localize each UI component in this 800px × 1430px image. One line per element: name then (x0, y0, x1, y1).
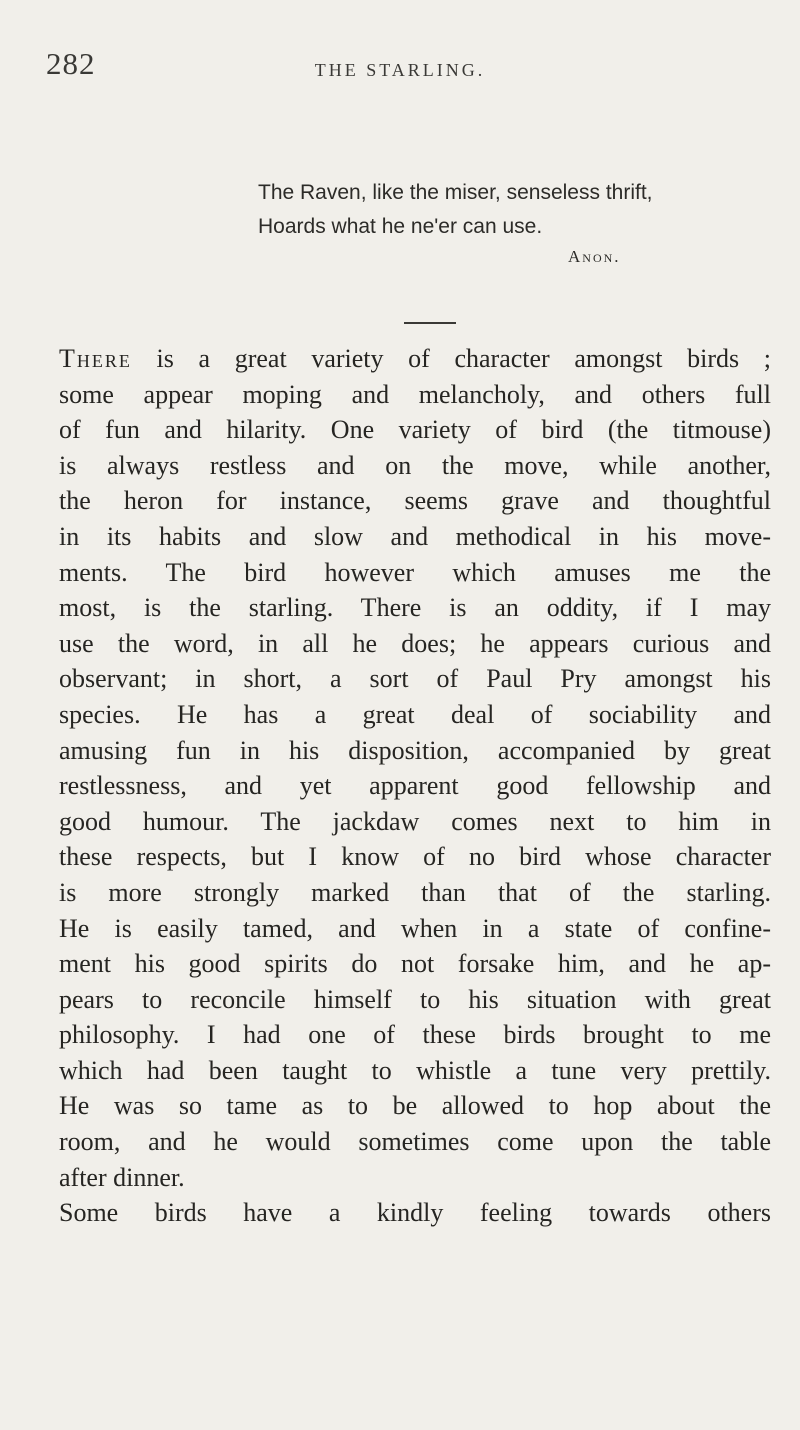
body-line: in its habits and slow and methodical in his move- (59, 521, 771, 551)
body-line: He is easily tamed, and when in a state of confine- (59, 913, 771, 943)
epigraph-attribution: Anon. (568, 247, 621, 266)
body-line: most, is the starling. There is an oddity, if I may (59, 593, 771, 623)
body-line: which had been taught to whistle a tune very prettily. (59, 1055, 771, 1085)
lead-word: There (59, 344, 132, 373)
section-divider-rule (404, 322, 456, 324)
body-line: after dinner. (59, 1162, 185, 1192)
first-line-rest: is a great variety of character amongst birds ; (131, 344, 771, 373)
body-line: He was so tame as to be allowed to hop about the (59, 1091, 771, 1121)
body-line: observant; in short, a sort of Paul Pry amongst his (59, 664, 771, 694)
epigraph (258, 176, 653, 244)
body-line: restlessness, and yet apparent good fellowship and (59, 771, 771, 801)
body-text (59, 341, 771, 1231)
body-line: ment his good spirits do not forsake him, and he ap- (59, 949, 771, 979)
body-line: is always restless and on the move, while another, (59, 450, 771, 480)
body-line: use the word, in all he does; he appears curious and (59, 628, 771, 658)
running-head: THE STARLING. (314, 60, 486, 80)
body-line: room, and he would sometimes come upon the table (59, 1127, 771, 1157)
body-line: the heron for instance, seems grave and thoughtful (59, 486, 771, 516)
body-line: pears to reconcile himself to his situation with great (59, 984, 771, 1014)
body-line: Some birds have a kindly feeling towards others (59, 1198, 771, 1228)
body-line: amusing fun in his disposition, accompanied by great (59, 735, 771, 765)
body-line: of fun and hilarity. One variety of bird (the titmouse) (59, 415, 771, 445)
body-line: philosophy. I had one of these birds brought to me (59, 1020, 771, 1050)
page-number: 282 (46, 46, 96, 81)
body-line: some appear moping and melancholy, and others full (59, 379, 771, 409)
body-line-first (59, 341, 771, 377)
epigraph-line: The Raven, like the miser, senseless thrift, (258, 181, 653, 204)
body-line: is more strongly marked than that of the starling. (59, 877, 771, 907)
body-line: good humour. The jackdaw comes next to him in (59, 806, 771, 836)
epigraph-line: Hoards what he ne'er can use. (258, 215, 543, 238)
body-line: ments. The bird however which amuses me the (59, 557, 771, 587)
body-line: these respects, but I know of no bird whose character (59, 842, 771, 872)
body-line: species. He has a great deal of sociability and (59, 699, 771, 729)
